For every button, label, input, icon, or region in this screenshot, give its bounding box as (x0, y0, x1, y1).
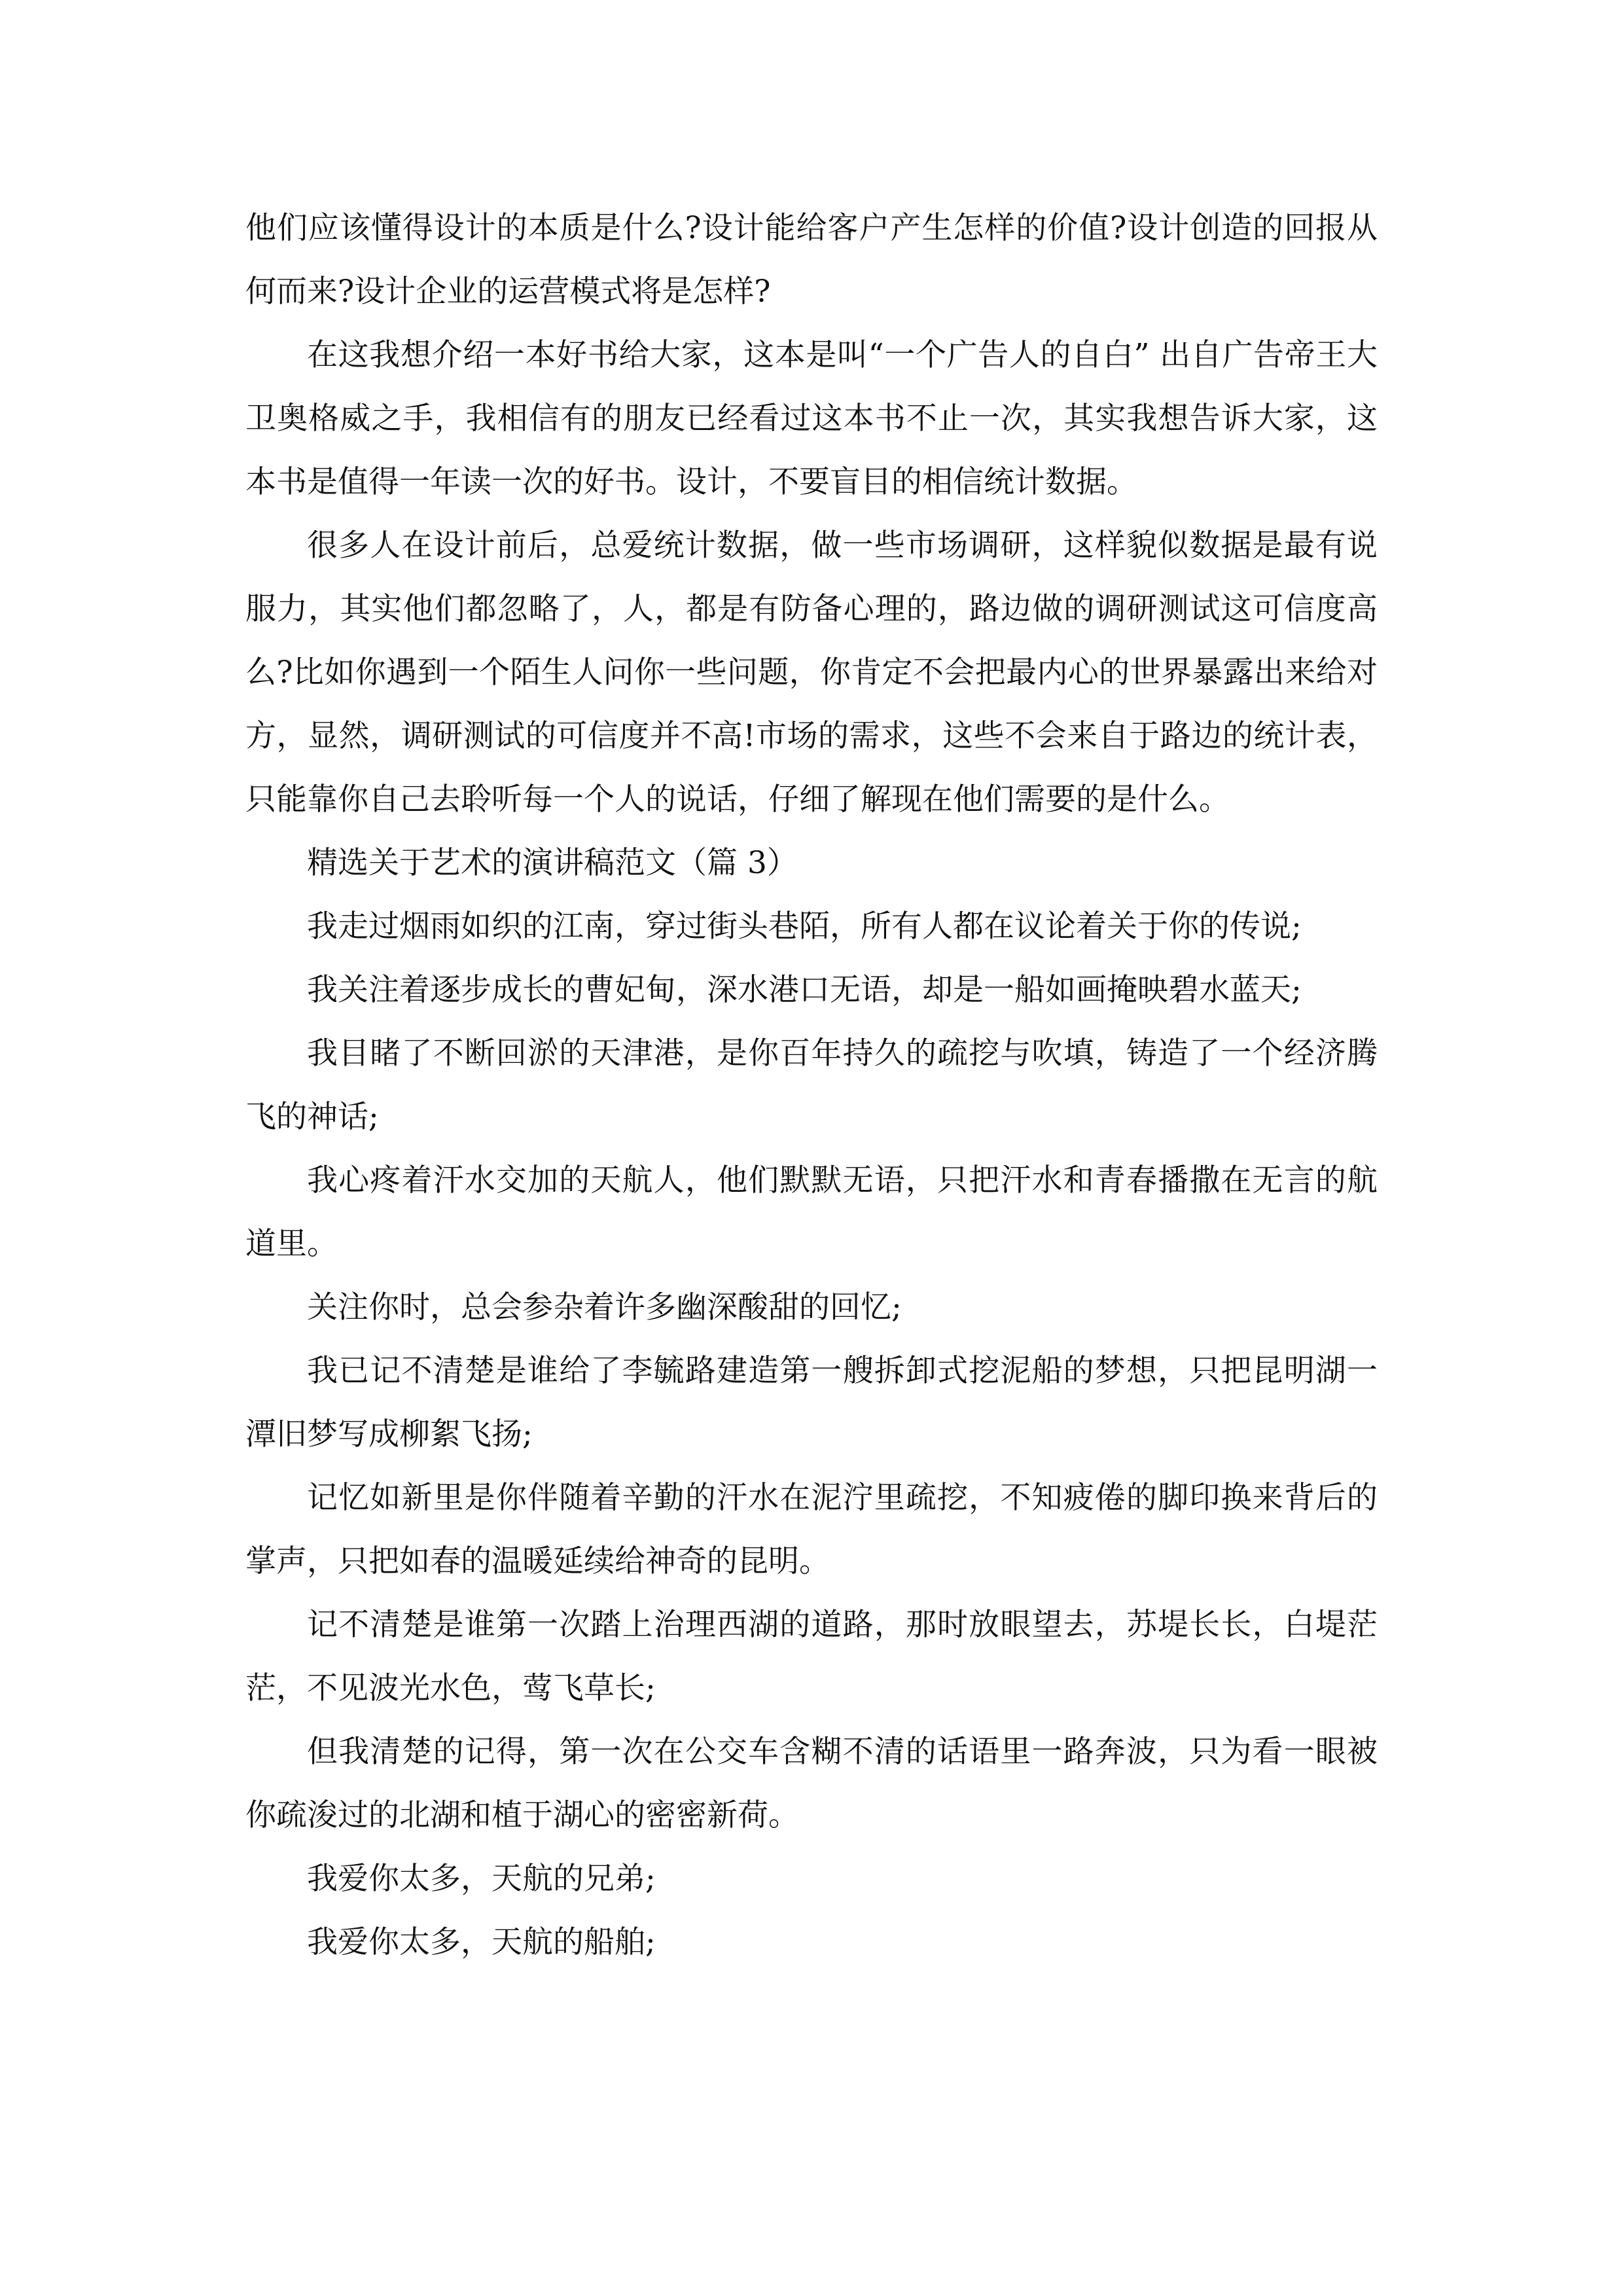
section-heading: 精选关于艺术的演讲稿范文（篇 3） (307, 845, 798, 881)
paragraph-13: 但我清楚的记得，第一次在公交车含糊不清的话语里一路奔波，只为看一眼被你疏浚过的北湖和植于湖心的密密新荷。 (245, 1734, 1378, 1833)
paragraph-3: 很多人在设计前后，总爱统计数据，做一些市场调研，这样貌似数据是最有说服力，其实他们都忽略了，人，都是有防备心理的，路边做的调研测试这可信度高么?比如你遇到一个陌生人问你一些问题，你肯定不会把最内心的世界暴露出来给对方，显然，调研测试的可信度并不高!市场的需求，这些不会来自于路边的统计表，只能靠你自己去聆听每一个人的说话，仔细了解现在他们需要的是什么。 (245, 528, 1378, 817)
paragraph-7: 我目睹了不断回淤的天津港，是你百年持久的疏挖与吹填，铸造了一个经济腾飞的神话; (245, 1035, 1378, 1135)
paragraph-10: 我已记不清楚是谁给了李毓路建造第一艘拆卸式挖泥船的梦想，只把昆明湖一潭旧梦写成柳絮飞扬; (245, 1353, 1378, 1452)
paragraph-6: 我关注着逐步成长的曹妃甸，深水港口无语，却是一船如画掩映碧水蓝天; (307, 972, 1302, 1008)
paragraph-8: 我心疼着汗水交加的天航人，他们默默无语，只把汗水和青春播撒在无言的航道里。 (245, 1162, 1378, 1262)
paragraph-2: 在这我想介绍一本好书给大家，这本是叫“一个广告人的自白” 出自广告帝王大卫奥格威之手，我相信有的朋友已经看过这本书不止一次，其实我想告诉大家，这本书是值得一年读一次的好书。设计，不要盲目的相信统计数据。 (245, 337, 1378, 500)
paragraph-1: 他们应该懂得设计的本质是什么?设计能给客户产生怎样的价值?设计创造的回报从何而来?设计企业的运营模式将是怎样? (245, 210, 1378, 310)
paragraph-5: 我走过烟雨如织的江南，穿过街头巷陌，所有人都在议论着关于你的传说; (307, 908, 1302, 944)
document-body (245, 196, 1378, 1974)
paragraph-12: 记不清楚是谁第一次踏上治理西湖的道路，那时放眼望去，苏堤长长，白堤茫茫，不见波光水色，莺飞草长; (245, 1607, 1378, 1706)
paragraph-9: 关注你时，总会参杂着许多幽深酸甜的回忆; (307, 1289, 902, 1325)
paragraph-15: 我爱你太多，天航的船舶; (307, 1924, 656, 1960)
paragraph-14: 我爱你太多，天航的兄弟; (307, 1861, 656, 1897)
paragraph-11: 记忆如新里是你伴随着辛勤的汗水在泥泞里疏挖，不知疲倦的脚印换来背后的掌声，只把如春的温暖延续给神奇的昆明。 (245, 1480, 1378, 1579)
